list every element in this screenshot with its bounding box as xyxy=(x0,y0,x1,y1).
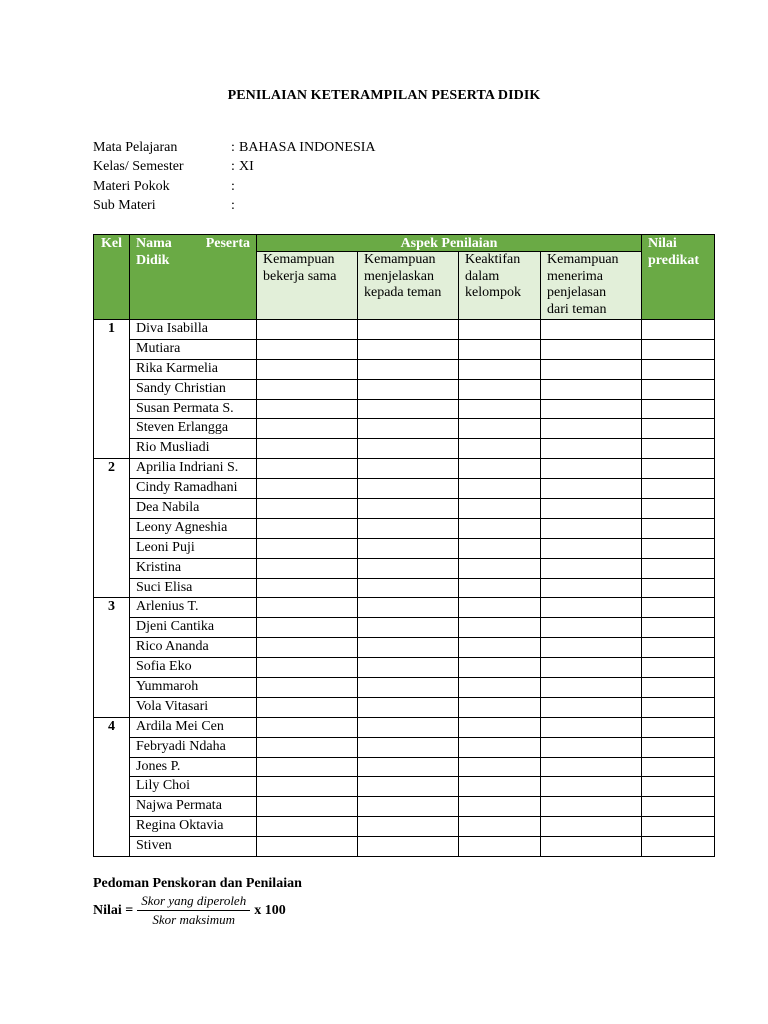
kel-cell xyxy=(94,817,130,837)
score-cell xyxy=(541,578,642,598)
aspect-text: menerima xyxy=(547,268,603,284)
aspect-menerima xyxy=(541,252,642,320)
score-cell xyxy=(358,479,459,499)
predikat-cell xyxy=(642,538,715,558)
kel-cell xyxy=(94,538,130,558)
predikat-cell xyxy=(642,737,715,757)
predikat-cell xyxy=(642,697,715,717)
score-cell xyxy=(257,697,358,717)
score-cell xyxy=(541,558,642,578)
predikat-cell xyxy=(642,598,715,618)
score-cell xyxy=(541,538,642,558)
score-cell xyxy=(358,379,459,399)
student-name: Cindy Ramadhani xyxy=(130,479,257,499)
score-cell xyxy=(541,757,642,777)
header-nama-line1 xyxy=(136,236,256,253)
student-name: Djeni Cantika xyxy=(130,618,257,638)
kel-cell xyxy=(94,499,130,519)
kel-cell xyxy=(94,359,130,379)
score-formula xyxy=(93,893,286,928)
score-cell xyxy=(459,558,541,578)
score-cell xyxy=(541,777,642,797)
score-cell xyxy=(358,538,459,558)
score-cell xyxy=(257,717,358,737)
student-name: Yummaroh xyxy=(130,678,257,698)
score-cell xyxy=(541,837,642,857)
student-name: Diva Isabilla xyxy=(130,320,257,340)
formula-denominator: Skor maksimum xyxy=(152,912,236,927)
student-name: Suci Elisa xyxy=(130,578,257,598)
table-row xyxy=(94,678,715,698)
formula-numerator: Skor yang diperoleh xyxy=(137,893,250,911)
meta-value: BAHASA INDONESIA xyxy=(239,140,376,155)
table-row xyxy=(94,777,715,797)
meta-separator: : xyxy=(231,178,235,194)
header-predikat-word: predikat xyxy=(648,252,700,268)
meta-row-mata-pelajaran xyxy=(93,138,376,157)
aspect-text: kepada teman xyxy=(364,285,442,301)
score-cell xyxy=(257,320,358,340)
student-name: Sandy Christian xyxy=(130,379,257,399)
score-cell xyxy=(541,658,642,678)
student-name: Leoni Puji xyxy=(130,538,257,558)
predikat-cell xyxy=(642,499,715,519)
score-cell xyxy=(358,757,459,777)
table-row xyxy=(94,399,715,419)
score-cell xyxy=(459,499,541,519)
score-cell xyxy=(257,538,358,558)
header-nilai xyxy=(642,235,715,320)
table-row xyxy=(94,638,715,658)
meta-row-sub-materi xyxy=(93,196,376,215)
predikat-cell xyxy=(642,717,715,737)
student-name: Rio Musliadi xyxy=(130,439,257,459)
meta-label: Mata Pelajaran xyxy=(93,140,178,155)
aspect-text: dalam xyxy=(465,268,500,284)
kel-cell xyxy=(94,697,130,717)
score-cell xyxy=(358,320,459,340)
score-cell xyxy=(358,518,459,538)
score-cell xyxy=(257,757,358,777)
kel-cell xyxy=(94,399,130,419)
score-cell xyxy=(257,598,358,618)
score-cell xyxy=(541,379,642,399)
score-cell xyxy=(541,817,642,837)
student-name: Jones P. xyxy=(130,757,257,777)
table-row xyxy=(94,538,715,558)
predikat-cell xyxy=(642,459,715,479)
table-row xyxy=(94,697,715,717)
score-cell xyxy=(459,678,541,698)
score-cell xyxy=(358,419,459,439)
meta-label: Materi Pokok xyxy=(93,178,170,194)
score-cell xyxy=(358,598,459,618)
aspect-text: dari teman xyxy=(547,302,607,318)
score-cell xyxy=(358,459,459,479)
score-cell xyxy=(257,439,358,459)
score-cell xyxy=(541,479,642,499)
header-nama-word: Nama xyxy=(136,236,172,251)
student-name: Stiven xyxy=(130,837,257,857)
kel-cell xyxy=(94,618,130,638)
predikat-cell xyxy=(642,638,715,658)
score-cell xyxy=(459,757,541,777)
predikat-cell xyxy=(642,359,715,379)
score-cell xyxy=(459,777,541,797)
aspect-text: bekerja sama xyxy=(263,268,337,284)
kel-cell xyxy=(94,638,130,658)
predikat-cell xyxy=(642,618,715,638)
table-row xyxy=(94,359,715,379)
predikat-cell xyxy=(642,578,715,598)
predikat-cell xyxy=(642,339,715,359)
score-cell xyxy=(459,339,541,359)
score-cell xyxy=(459,618,541,638)
score-cell xyxy=(459,518,541,538)
score-cell xyxy=(358,439,459,459)
score-cell xyxy=(257,777,358,797)
predikat-cell xyxy=(642,757,715,777)
predikat-cell xyxy=(642,658,715,678)
score-cell xyxy=(257,518,358,538)
student-name: Steven Erlangga xyxy=(130,419,257,439)
score-cell xyxy=(459,320,541,340)
kel-cell xyxy=(94,837,130,857)
score-cell xyxy=(541,717,642,737)
page-title: PENILAIAN KETERAMPILAN PESERTA DIDIK xyxy=(227,88,541,103)
score-cell xyxy=(257,479,358,499)
score-cell xyxy=(257,359,358,379)
table-row xyxy=(94,717,715,737)
score-cell xyxy=(358,697,459,717)
header-nama xyxy=(130,235,257,320)
student-name: Arlenius T. xyxy=(130,598,257,618)
score-cell xyxy=(358,678,459,698)
score-cell xyxy=(459,658,541,678)
assessment-table xyxy=(93,234,715,857)
table-row xyxy=(94,837,715,857)
score-cell xyxy=(257,339,358,359)
score-cell xyxy=(257,399,358,419)
student-name: Vola Vitasari xyxy=(130,697,257,717)
score-cell xyxy=(257,837,358,857)
kel-cell xyxy=(94,518,130,538)
score-cell xyxy=(257,499,358,519)
kel-cell xyxy=(94,578,130,598)
kel-cell xyxy=(94,797,130,817)
predikat-cell xyxy=(642,399,715,419)
student-name: Mutiara xyxy=(130,339,257,359)
formula-lhs: Nilai = xyxy=(93,902,134,918)
student-name: Ardila Mei Cen xyxy=(130,717,257,737)
table-row xyxy=(94,439,715,459)
predikat-cell xyxy=(642,419,715,439)
score-cell xyxy=(541,419,642,439)
table-row xyxy=(94,618,715,638)
student-name: Regina Oktavia xyxy=(130,817,257,837)
score-cell xyxy=(541,797,642,817)
score-cell xyxy=(541,697,642,717)
aspect-text: Kemampuan xyxy=(263,252,335,267)
kel-cell xyxy=(94,777,130,797)
aspect-bekerja-sama xyxy=(257,252,358,320)
kel-cell xyxy=(94,479,130,499)
score-cell xyxy=(459,638,541,658)
score-cell xyxy=(257,817,358,837)
student-name: Dea Nabila xyxy=(130,499,257,519)
kel-cell: 4 xyxy=(94,717,130,737)
score-cell xyxy=(358,638,459,658)
score-cell xyxy=(257,678,358,698)
meta-value: XI xyxy=(239,159,254,175)
meta-row-materi-pokok xyxy=(93,177,376,196)
kel-cell xyxy=(94,678,130,698)
score-cell xyxy=(358,817,459,837)
score-cell xyxy=(459,479,541,499)
student-name: Rika Karmelia xyxy=(130,359,257,379)
table-row xyxy=(94,817,715,837)
kel-cell xyxy=(94,757,130,777)
predikat-cell xyxy=(642,558,715,578)
score-cell xyxy=(358,717,459,737)
meta-info xyxy=(93,138,376,215)
score-cell xyxy=(257,797,358,817)
score-cell xyxy=(459,737,541,757)
table-row xyxy=(94,320,715,340)
score-cell xyxy=(459,717,541,737)
table-row xyxy=(94,499,715,519)
table-row xyxy=(94,419,715,439)
student-name: Aprilia Indriani S. xyxy=(130,459,257,479)
predikat-cell xyxy=(642,439,715,459)
score-cell xyxy=(358,837,459,857)
score-cell xyxy=(257,379,358,399)
score-cell xyxy=(459,538,541,558)
score-cell xyxy=(541,499,642,519)
meta-separator: : xyxy=(231,159,235,175)
score-cell xyxy=(459,399,541,419)
score-cell xyxy=(358,777,459,797)
aspect-text: menjelaskan xyxy=(364,268,434,284)
score-cell xyxy=(257,638,358,658)
score-cell xyxy=(541,598,642,618)
kel-cell xyxy=(94,658,130,678)
score-cell xyxy=(459,379,541,399)
kel-cell: 2 xyxy=(94,459,130,479)
header-didik-word: Didik xyxy=(136,252,170,268)
score-cell xyxy=(358,797,459,817)
aspect-menjelaskan xyxy=(358,252,459,320)
predikat-cell xyxy=(642,678,715,698)
aspect-text: Keaktifan xyxy=(465,252,521,267)
score-cell xyxy=(459,578,541,598)
table-row xyxy=(94,479,715,499)
score-cell xyxy=(257,737,358,757)
score-cell xyxy=(358,399,459,419)
predikat-cell xyxy=(642,777,715,797)
score-cell xyxy=(257,658,358,678)
score-cell xyxy=(358,558,459,578)
score-cell xyxy=(459,459,541,479)
header-aspek: Aspek Penilaian xyxy=(257,235,642,252)
meta-row-kelas-semester xyxy=(93,157,376,176)
table-row xyxy=(94,598,715,618)
score-cell xyxy=(459,697,541,717)
score-cell xyxy=(358,578,459,598)
table-row xyxy=(94,737,715,757)
score-cell xyxy=(541,678,642,698)
kel-cell xyxy=(94,737,130,757)
formula-rhs: x 100 xyxy=(254,902,286,918)
meta-separator: : xyxy=(231,197,235,213)
aspect-text: Kemampuan xyxy=(364,252,436,267)
score-cell xyxy=(459,817,541,837)
student-name: Sofia Eko xyxy=(130,658,257,678)
kel-cell xyxy=(94,439,130,459)
header-peserta-word: Peserta xyxy=(205,236,250,251)
meta-label: Sub Materi xyxy=(93,197,156,213)
score-cell xyxy=(541,439,642,459)
score-cell xyxy=(541,737,642,757)
kel-cell xyxy=(94,339,130,359)
aspect-text: penjelasan xyxy=(547,285,607,301)
score-cell xyxy=(459,598,541,618)
kel-cell: 3 xyxy=(94,598,130,618)
table-row xyxy=(94,797,715,817)
table-row xyxy=(94,339,715,359)
predikat-cell xyxy=(642,817,715,837)
score-cell xyxy=(459,439,541,459)
pedoman-heading: Pedoman Penskoran dan Penilaian xyxy=(93,876,302,891)
formula-fraction xyxy=(137,893,250,928)
score-cell xyxy=(541,638,642,658)
table-row xyxy=(94,518,715,538)
table-row xyxy=(94,578,715,598)
predikat-cell xyxy=(642,518,715,538)
score-cell xyxy=(541,618,642,638)
predikat-cell xyxy=(642,379,715,399)
aspect-text: Kemampuan xyxy=(547,252,619,267)
score-cell xyxy=(541,518,642,538)
score-cell xyxy=(358,618,459,638)
predikat-cell xyxy=(642,837,715,857)
table-row xyxy=(94,658,715,678)
student-name: Kristina xyxy=(130,558,257,578)
header-nilai-word: Nilai xyxy=(648,236,677,251)
student-name: Lily Choi xyxy=(130,777,257,797)
score-cell xyxy=(358,359,459,379)
meta-label: Kelas/ Semester xyxy=(93,159,184,175)
student-name: Leony Agneshia xyxy=(130,518,257,538)
student-name: Najwa Permata xyxy=(130,797,257,817)
score-cell xyxy=(257,419,358,439)
score-cell xyxy=(257,558,358,578)
score-cell xyxy=(541,339,642,359)
table-row xyxy=(94,558,715,578)
table-row xyxy=(94,459,715,479)
score-cell xyxy=(459,797,541,817)
score-cell xyxy=(257,618,358,638)
aspect-keaktifan xyxy=(459,252,541,320)
score-cell xyxy=(358,658,459,678)
table-body xyxy=(94,320,715,857)
score-cell xyxy=(541,459,642,479)
predikat-cell xyxy=(642,797,715,817)
kel-cell xyxy=(94,558,130,578)
aspect-text: kelompok xyxy=(465,285,521,301)
student-name: Rico Ananda xyxy=(130,638,257,658)
predikat-cell xyxy=(642,479,715,499)
score-cell xyxy=(541,320,642,340)
score-cell xyxy=(358,499,459,519)
table-row xyxy=(94,757,715,777)
score-cell xyxy=(459,359,541,379)
kel-cell xyxy=(94,419,130,439)
kel-cell: 1 xyxy=(94,320,130,340)
student-name: Febryadi Ndaha xyxy=(130,737,257,757)
header-kel: Kel xyxy=(94,235,130,320)
score-cell xyxy=(358,737,459,757)
kel-cell xyxy=(94,379,130,399)
score-cell xyxy=(541,399,642,419)
score-cell xyxy=(358,339,459,359)
score-cell xyxy=(257,578,358,598)
score-cell xyxy=(459,837,541,857)
score-cell xyxy=(459,419,541,439)
score-cell xyxy=(257,459,358,479)
score-cell xyxy=(541,359,642,379)
meta-separator: : xyxy=(231,140,235,155)
table-row xyxy=(94,379,715,399)
predikat-cell xyxy=(642,320,715,340)
student-name: Susan Permata S. xyxy=(130,399,257,419)
